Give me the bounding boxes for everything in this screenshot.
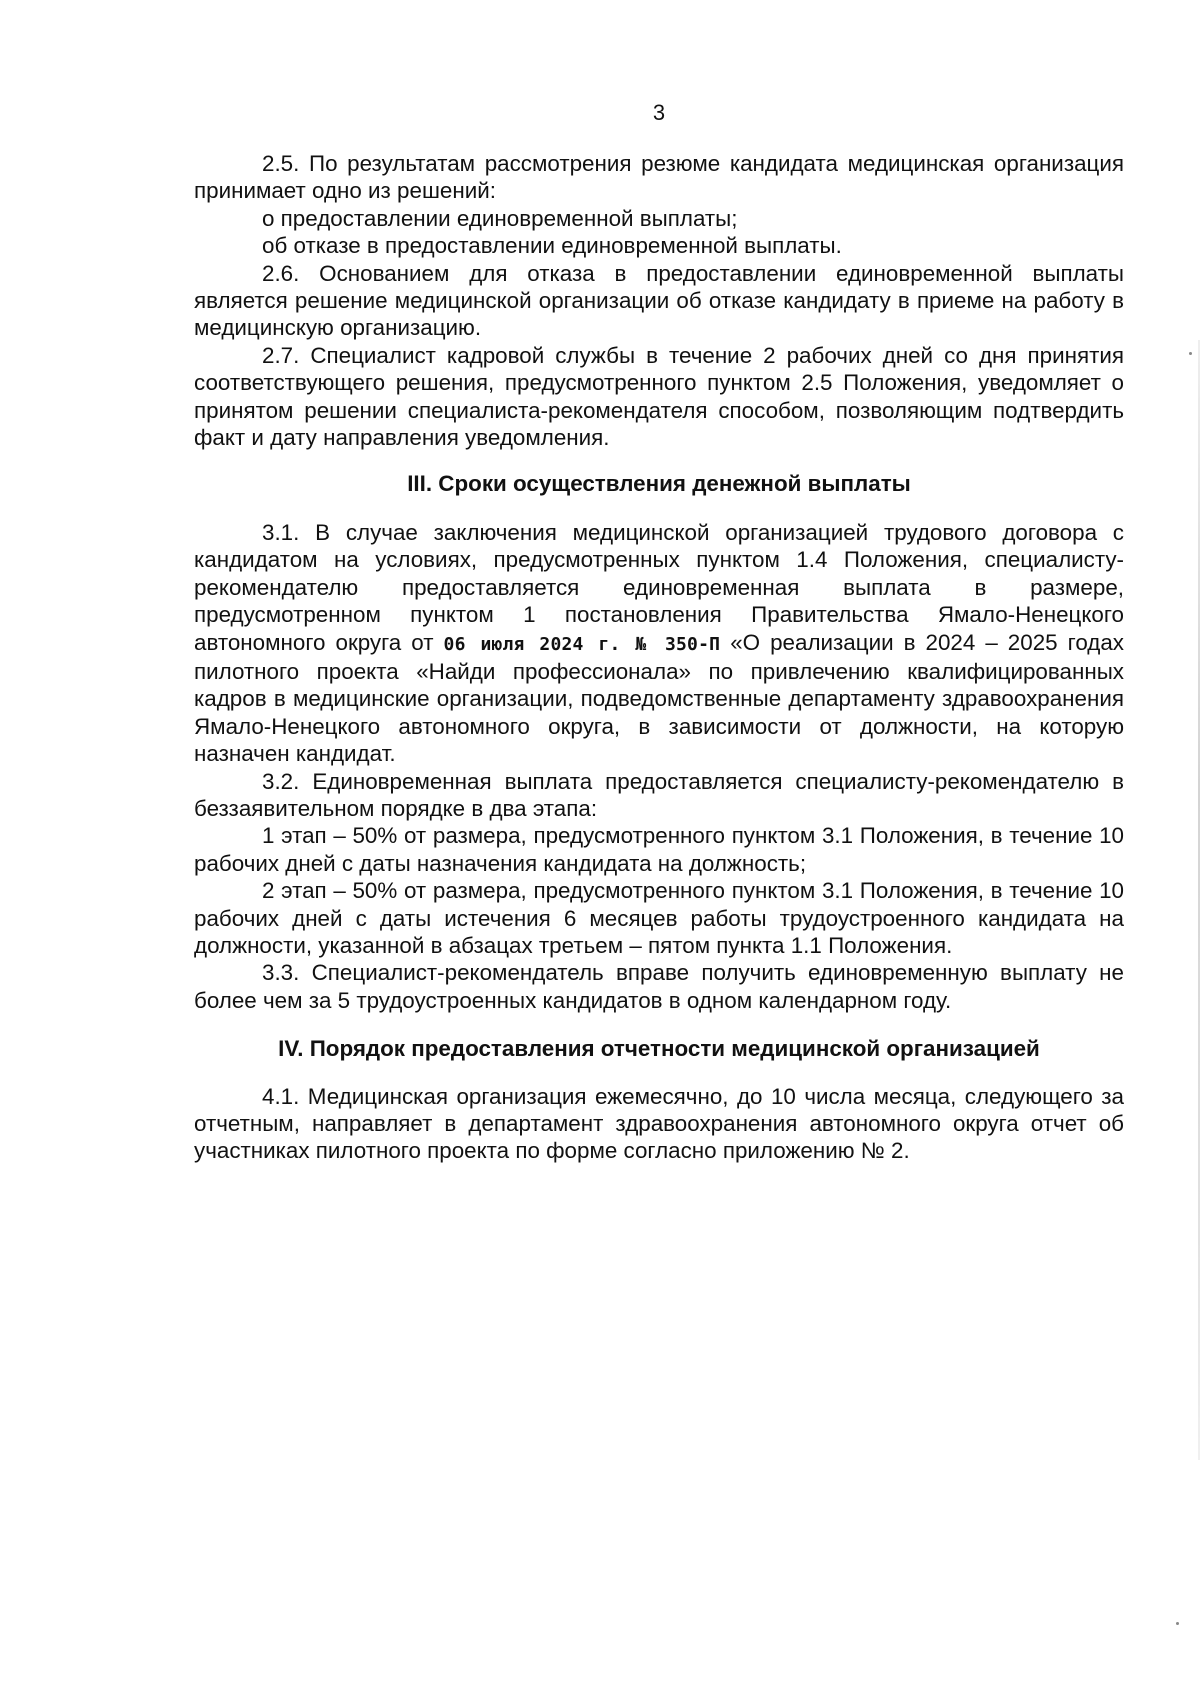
scan-speck <box>1189 352 1192 355</box>
paragraph-2-7: 2.7. Специалист кадровой службы в течение 2 рабочих дней со дня принятия соответствующего решения, предусмотренного пунктом 2.5 Положения, уведомляет о принятом решении специалиста-рекомендателя способом, позволяющим подтвердить факт и дату направления уведомления. <box>194 342 1124 451</box>
paragraph-3-1-text: 3.1. В случае заключения медицинской организацией трудового договора с кандидатом на условиях, предусмотренных пунктом 1.4 Положения, специалисту-рекомендателю предоставляется единовременная выплата в размере, предусмотренном пунктом 1 постановления Правительства Ямало-Ненецкого автономного округа от <box>194 519 1124 655</box>
paragraph-3-2: 3.2. Единовременная выплата предоставляется специалисту-рекомендателю в беззаявительном порядке в два этапа: <box>194 768 1124 821</box>
paragraph-3-1 <box>194 519 1124 768</box>
paragraph-2-5: 2.5. По результатам рассмотрения резюме кандидата медицинская организация принимает одно из решений: <box>194 151 1124 204</box>
paragraph-3-2-stage-2: 2 этап – 50% от размера, предусмотренного пунктом 3.1 Положения, в течение 10 рабочих дней с даты истечения 6 месяцев работы трудоустроенного кандидата на должности, указанной в абзацах третьем – пятом пункта 1.1 Положения. <box>194 878 1124 958</box>
paragraph-4-1: 4.1. Медицинская организация ежемесячно, до 10 числа месяца, следующего за отчетным, направляет в департамент здравоохранения автономного округа отчет об участниках пилотного проекта по форме согласно приложению № 2. <box>194 1083 1124 1164</box>
section-3-heading: III. Сроки осуществления денежной выплаты <box>407 471 911 497</box>
section-4-heading: IV. Порядок предоставления отчетности медицинской организацией <box>278 1036 1040 1062</box>
paragraph-2-5-option-2: об отказе в предоставлении единовременной выплаты. <box>262 233 842 259</box>
page-number: 3 <box>652 100 666 125</box>
document-body <box>194 150 1124 1165</box>
paragraph-2-6: 2.6. Основанием для отказа в предоставлении единовременной выплаты является решение медицинской организации об отказе кандидату в приеме на работу в медицинскую организацию. <box>194 260 1124 341</box>
scan-speck <box>1176 1622 1179 1625</box>
paragraph-3-1-text-continued: «О реализации в 2024 – 2025 годах пилотного проекта «Найди профессионала» по привлечению квалифицированных кадров в медицинские организации, подведомственные департаменту здравоохранения Ямало-Ненецкого автономного округа, в зависимости от должности, на которую назначен кандидат. <box>194 629 1124 767</box>
paragraph-3-3: 3.3. Специалист-рекомендатель вправе получить единовременную выплату не более чем за 5 трудоустроенных кандидатов в одном календарном году. <box>194 960 1124 1013</box>
paragraph-3-2-stage-1: 1 этап – 50% от размера, предусмотренного пунктом 3.1 Положения, в течение 10 рабочих дней с даты назначения кандидата на должность; <box>194 823 1124 876</box>
resolution-date-number-stamp: 06 июля 2024 г. № 350-П <box>443 633 721 655</box>
paragraph-2-5-option-1: о предоставлении единовременной выплаты; <box>262 205 738 231</box>
